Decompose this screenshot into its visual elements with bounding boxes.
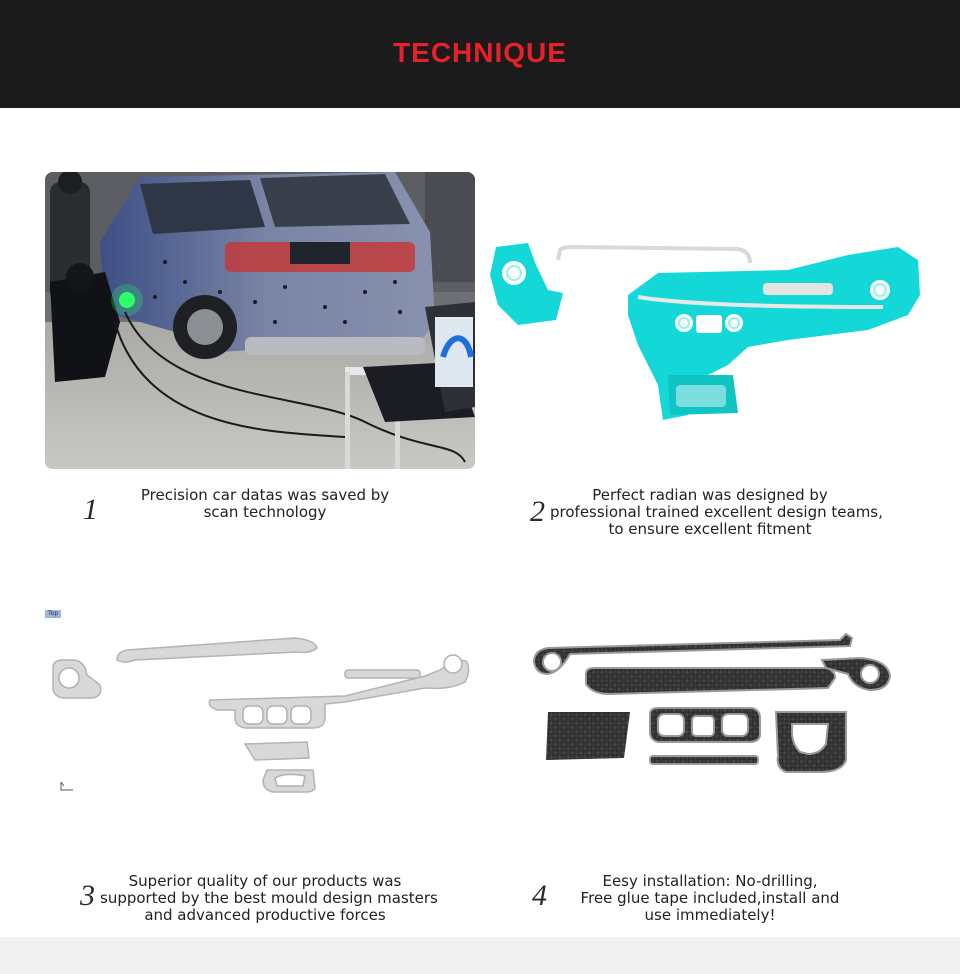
step-caption-2	[550, 486, 883, 538]
caption-line: Perfect radian was designed by	[592, 486, 828, 504]
step-number-1: 1	[83, 493, 98, 526]
caption-line: Free glue tape included,install and	[580, 889, 840, 907]
caption-line: use immediately!	[644, 906, 776, 924]
caption-line: scan technology	[203, 503, 327, 521]
caption-line: and advanced productive forces	[144, 906, 386, 924]
caption-line: professional trained excellent design teams,	[550, 503, 883, 521]
step-number-2: 2	[530, 495, 545, 528]
step-caption-3	[100, 872, 438, 924]
caption-line: supported by the best mould design masters	[100, 889, 438, 907]
footer-strip	[0, 937, 960, 974]
carbon-parts-photo	[530, 632, 896, 780]
caption-line: to ensure excellent fitment	[608, 520, 812, 538]
step-caption-4	[580, 873, 840, 924]
caption-line: Precision car datas was saved by	[140, 486, 390, 504]
scan-photo	[45, 172, 475, 469]
step-number-4: 4	[532, 879, 547, 912]
page-title: TECHNIQUE	[393, 37, 567, 68]
caption-line: Eesy installation: No-drilling,	[602, 872, 818, 890]
scan-model-render	[488, 235, 920, 425]
step-caption-1	[130, 487, 400, 521]
step-number-3: 3	[80, 879, 95, 912]
viewport-top-badge: Top	[45, 610, 61, 618]
header-bar	[0, 0, 960, 108]
mould-parts-render	[45, 630, 475, 800]
caption-line: Superior quality of our products was	[128, 872, 402, 890]
